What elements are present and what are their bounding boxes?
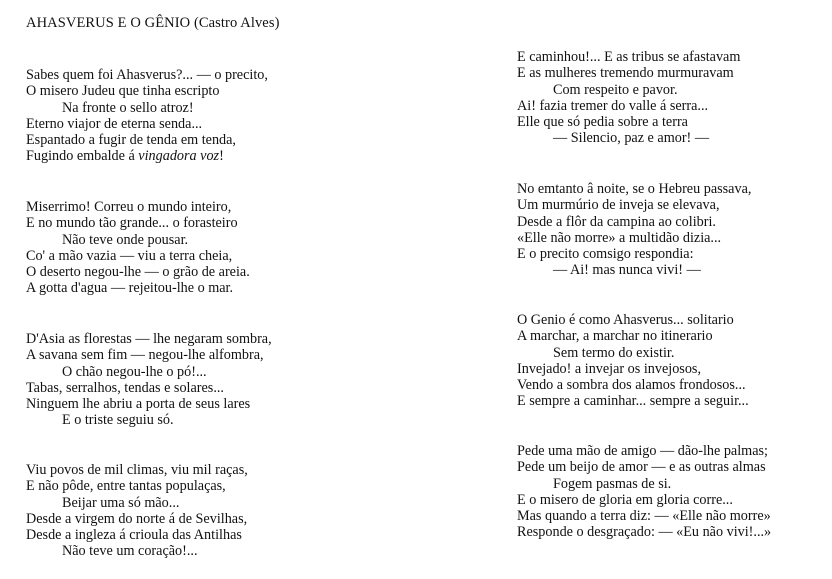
verse-line: E as mulheres tremendo murmuravam: [517, 65, 734, 82]
left-stanza-1: [26, 67, 268, 165]
left-stanza-2: [26, 199, 250, 297]
verse-emphasis: vingadora voz: [138, 148, 220, 165]
verse-line: Vendo a sombra dos alamos frondosos...: [517, 377, 746, 394]
verse-text: Fugindo embalde á: [26, 148, 139, 165]
verse-line: O misero Judeu que tinha escripto: [26, 83, 220, 100]
verse-line: E o precito comsigo respondia:: [517, 246, 694, 263]
verse-line: Fogem pasmas de si.: [553, 475, 672, 492]
verse-line: [26, 148, 268, 164]
verse-line: O deserto negou-lhe — o grão de areia.: [26, 264, 250, 281]
verse-line: Na fronte o sello atroz!: [62, 99, 194, 116]
verse-line: Pede um beijo de amor — e as outras almas: [517, 459, 766, 476]
right-stanza-2: [517, 181, 751, 279]
poem-title: AHASVERUS E O GÊNIO (Castro Alves): [26, 15, 280, 31]
verse-text: !: [219, 148, 224, 165]
verse-line: Eterno viajor de eterna senda...: [26, 115, 203, 132]
right-stanza-3: [517, 312, 749, 410]
verse-line: Ai! fazia tremer do valle á serra...: [517, 97, 709, 114]
verse-line: Não teve onde pousar.: [62, 231, 189, 248]
verse-line: Beijar uma só mão...: [62, 494, 180, 511]
verse-line: Um murmúrio de inveja se elevava,: [517, 197, 720, 214]
verse-line: Espantado a fugir de tenda em tenda,: [26, 132, 236, 149]
verse-line: Miserrimo! Correu o mundo inteiro,: [26, 199, 232, 215]
verse-line: Elle que só pedia sobre a terra: [517, 114, 688, 131]
verse-line: Invejado! a invejar os invejosos,: [517, 360, 701, 377]
right-stanza-4: [517, 443, 771, 541]
verse-line: Sabes quem foi Ahasverus?... — o precito,: [26, 67, 268, 83]
verse-line: Responde o desgraçado: — «Eu não vivi!...»: [517, 524, 772, 541]
verse-line: Mas quando a terra diz: — «Elle não morre»: [517, 508, 771, 525]
verse-line: — Silencio, paz e amor! —: [553, 130, 710, 147]
verse-line: No emtanto â noite, se o Hebreu passava,: [517, 181, 752, 197]
verse-line: Pede uma mão de amigo — dão-lhe palmas;: [517, 443, 768, 459]
right-stanza-1: [517, 49, 740, 147]
verse-line: E não pôde, entre tantas populaças,: [26, 478, 226, 495]
verse-line: Desde a virgem do norte á de Sevilhas,: [26, 510, 248, 527]
verse-line: Não teve um coração!...: [62, 543, 198, 560]
verse-line: A marchar, a marchar no itinerario: [517, 328, 713, 345]
verse-line: Sem termo do existir.: [553, 344, 675, 361]
verse-line: Tabas, serralhos, tendas e solares...: [26, 379, 224, 396]
verse-line: E sempre a caminhar... sempre a seguir...: [517, 393, 749, 410]
verse-line: — Ai! mas nunca vivi! —: [553, 262, 701, 279]
verse-line: Com respeito e pavor.: [553, 81, 678, 98]
verse-line: E o triste seguiu só.: [62, 412, 174, 429]
verse-line: E no mundo tão grande... o forasteiro: [26, 215, 238, 232]
verse-line: Ninguem lhe abriu a porta de seus lares: [26, 396, 251, 413]
verse-line: E caminhou!... E as tribus se afastavam: [517, 49, 741, 65]
verse-line: Viu povos de mil climas, viu mil raças,: [26, 462, 248, 478]
verse-line: Desde a flôr da campina ao colibri.: [517, 213, 716, 230]
left-stanza-3: [26, 331, 272, 429]
verse-line: A savana sem fim — negou-lhe alfombra,: [26, 347, 264, 364]
left-stanza-4: [26, 462, 248, 560]
verse-line: A gotta d'agua — rejeitou-lhe o mar.: [26, 280, 234, 297]
verse-line: O Genio é como Ahasverus... solitario: [517, 312, 734, 328]
verse-line: «Elle não morre» a multidão dizia...: [517, 229, 722, 246]
verse-line: D'Asia as florestas — lhe negaram sombra,: [26, 331, 272, 347]
verse-line: E o misero de gloria em gloria corre...: [517, 491, 733, 508]
verse-line: Co' a mão vazia — viu a terra cheia,: [26, 247, 233, 264]
verse-line: O chão negou-lhe o pó!...: [62, 363, 207, 380]
verse-line: Desde a ingleza á crioula das Antilhas: [26, 527, 242, 544]
